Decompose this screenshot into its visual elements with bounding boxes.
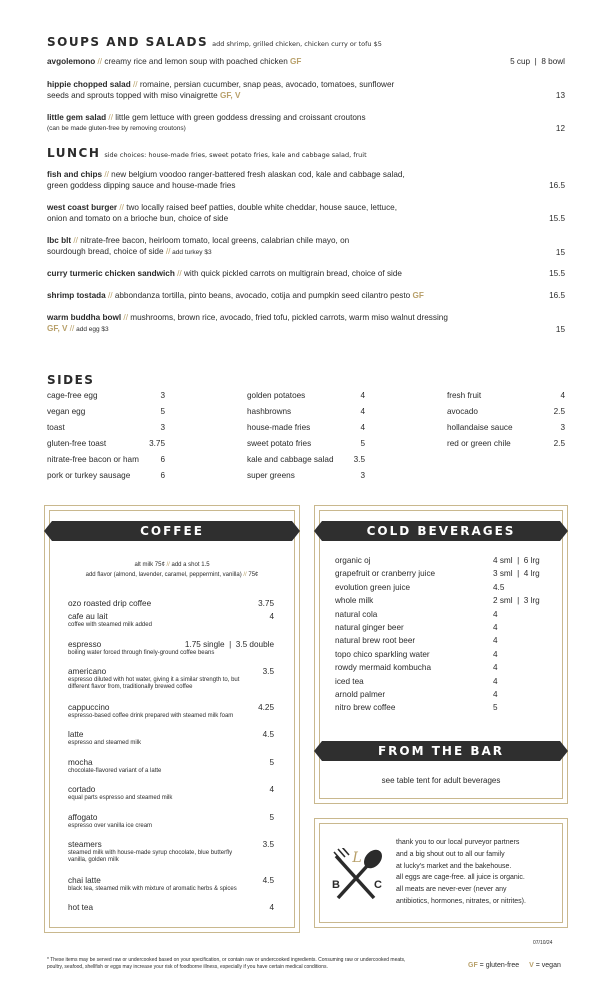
item-name: evolution green juice [335,582,411,592]
item-name: little gem salad [47,113,107,122]
diet-tag: GF, V [219,90,241,100]
item-name: shrimp tostada [47,291,106,300]
lunch-note: side choices: house-made fries, sweet potato fries, kale and cabbage salad, fruit [104,151,367,159]
coffee-item [68,730,274,747]
side-name: golden potatoes [247,391,306,400]
coffee-item [68,667,274,691]
diet-legend [468,962,561,969]
item-name: americano [68,667,107,676]
item-name: warm buddha bowl [47,313,122,322]
cold-beverages-banner: COLD BEVERAGES [322,521,560,541]
item-name: cappuccino [68,703,110,712]
add-shot-note: add a shot 1.5 [171,562,210,568]
item-desc: creamy rice and lemon soup with poached chicken [104,57,291,66]
coffee-item [68,840,274,864]
item-price: 5 [493,703,498,713]
item-price: 1.75 single | 3.5 double [184,640,274,649]
item-name: cafe au lait [68,612,108,621]
item-note: (can be made gluten-free by removing croutons) [47,124,186,132]
item-addon: add turkey $3 [170,248,212,256]
legend-v-text: = vegan [533,962,561,969]
item-price: 3 sml | 4 lrg [493,569,540,579]
side-item [447,423,565,439]
item-sep: // [165,246,171,256]
item-name: organic oj [335,556,371,565]
cold-item [335,650,545,663]
side-price: 2.5 [553,439,565,448]
item-name: iced tea [335,676,364,686]
item-name: hippie chopped salad [47,80,131,89]
item-price: 5 [269,758,274,767]
sides-column-3 [447,391,565,455]
item-desc: two locally raised beef patties, double white cheddar, house sauce, lettuce, onion and tomato on a brioche bun, choice of side [47,203,397,223]
menu-item [47,80,565,101]
item-sep: // [105,291,115,300]
item-name: arnold palmer [335,690,386,699]
side-name: sweet potato fries [247,439,312,448]
side-price: 4 [360,407,365,416]
side-price: 4 [360,423,365,432]
thanks-line: antibiotics, hormones, nitrates, or nitrites). [396,897,526,905]
side-name: cage-free egg [47,391,98,400]
cold-item [335,610,545,623]
soups-title: SOUPS AND SALADS [47,35,209,49]
cold-item [335,663,545,676]
side-price: 3 [160,423,165,432]
item-desc: romaine, persian cucumber, snap peas, avocado, tomatoes, sunflower seeds and sprouts topped with miso vinaigrette [47,80,395,100]
menu-item [47,269,565,280]
item-addon: add egg $3 [74,325,109,333]
item-desc: espresso diluted with hot water, giving it a similar strength to, but different flavor from, traditionally brewed coffee [68,676,240,690]
lunch-heading [47,146,367,160]
logo-letter-c: C [374,879,382,891]
from-the-bar-banner: FROM THE BAR [322,741,560,761]
item-price: 4 [493,609,498,619]
item-price: 4.25 [258,703,274,712]
side-name: hashbrowns [247,407,292,416]
item-price: 4 [493,649,498,659]
item-price: 4 [269,785,274,794]
item-desc: nitrate-free bacon, heirloom tomato, local greens, calabrian chile mayo, on sourdough bread, choice of side [47,236,350,256]
item-price: 4.5 [262,876,274,885]
item-price: 4 [269,612,274,621]
coffee-banner: COFFEE [52,521,292,541]
menu-item [47,313,565,335]
side-item [247,407,365,423]
side-price: 3 [160,391,165,400]
item-name: curry turmeric chicken sandwich [47,269,175,278]
item-price: 3.5 [262,667,274,676]
side-name: house-made fries [247,423,311,432]
cold-item [335,556,545,569]
side-price: 6 [160,471,165,480]
flavor-price: 75¢ [248,572,259,578]
sides-heading [47,373,94,387]
item-price: 12 [555,123,565,133]
diet-tag: GF, V [47,323,68,333]
side-price: 6 [160,455,165,464]
logo-letter-l: L [352,850,362,866]
item-price: 5 [269,813,274,822]
item-price: 4 [493,636,498,646]
diet-tag: GF [412,291,424,300]
item-name: ozo roasted drip coffee [68,599,152,608]
side-name: kale and cabbage salad [247,455,334,464]
side-item [47,391,165,407]
item-price: 4.5 [493,582,505,592]
item-desc: with quick pickled carrots on multigrain bread, choice of side [183,269,402,278]
side-item [47,455,165,471]
cold-item [335,690,545,703]
item-sep: // [121,313,131,322]
cold-item [335,623,545,636]
item-sep: // [117,203,127,212]
side-price: 4 [360,391,365,400]
cold-item [335,703,545,716]
coffee-item [68,758,274,775]
side-name: fresh fruit [447,391,482,400]
thanks-line: at lucky's market and the bakehouse. [396,862,512,870]
side-item [247,471,365,487]
side-item [47,423,165,439]
item-price: 15.5 [549,213,565,223]
side-price: 4 [560,391,565,400]
item-price: 4 [493,663,498,673]
flavor-note: add flavor (almond, lavender, caramel, peppermint, vanilla) [85,572,242,578]
item-desc: espresso over vanilla ice cream [68,822,153,829]
cold-item [335,569,545,582]
item-name: mocha [68,758,93,767]
item-desc: black tea, steamed milk with mixture of aromatic herbs & spices [68,885,237,892]
soups-heading [47,35,382,49]
diet-tag: GF [290,57,302,66]
item-sep: // [102,170,112,179]
item-name: topo chico sparkling water [335,649,430,659]
item-name: avgolemono [47,57,96,66]
side-name: super greens [247,471,295,480]
item-name: hot tea [68,903,94,912]
thanks-line: thank you to our local purveyor partners [396,839,520,846]
side-name: nitrate-free bacon or ham [47,455,139,464]
side-price: 3.5 [353,455,365,464]
item-name: rowdy mermaid kombucha [335,663,432,673]
item-price: 4.5 [262,730,274,739]
side-item [247,455,365,471]
legend-gf: GF [468,962,478,969]
menu-item [47,291,565,302]
coffee-item [68,640,274,657]
side-name: avocado [447,407,478,416]
coffee-item [68,813,274,830]
sides-title: SIDES [47,373,95,387]
side-name: pork or turkey sausage [47,471,131,480]
soups-note: add shrimp, grilled chicken, chicken curry or tofu $5 [212,40,382,48]
side-price: 3 [560,423,565,432]
item-name: west coast burger [47,203,118,212]
item-sep: // [106,113,116,122]
item-name: fish and chips [47,170,103,179]
item-price: 15 [555,247,565,257]
item-price: 5 cup | 8 bowl [510,57,565,66]
item-desc: little gem lettuce with green goddess dressing and croissant croutons [115,113,366,122]
thanks-line: all eggs are cage-free. all juice is organic. [396,874,525,882]
side-item [47,407,165,423]
item-desc: mushrooms, brown rice, avocado, fried tofu, pickled carrots, warm miso walnut dressing [130,313,448,322]
side-item [47,439,165,455]
item-sep: // [174,269,184,278]
item-price: 4 [269,903,274,912]
item-desc: espresso-based coffee drink prepared with steamed milk foam [68,712,234,719]
item-price: 13 [555,90,565,100]
sides-column-1 [47,391,165,487]
item-price: 4 [493,690,498,699]
logo-letter-b: B [332,879,340,891]
item-price: 15 [555,324,565,334]
item-sep: // [95,57,105,66]
thanks-line: all meats are never-ever (never any [396,886,507,894]
item-name: nitro brew coffee [335,703,396,713]
legend-v: V [529,962,534,969]
side-name: hollandaise sauce [447,423,513,432]
lbc-logo [328,848,386,904]
item-sep: // [67,323,75,333]
item-desc: espresso and steamed milk [68,739,142,746]
cold-item [335,677,545,690]
coffee-item [68,785,274,802]
coffee-addons: alt milk 75¢ // add a shot 1.5 add flavor (almond, lavender, caramel, peppermint, vanilla) // 75¢ [85,562,259,578]
side-price: 3.75 [149,439,165,448]
item-name: natural cola [335,609,378,619]
coffee-item [68,599,274,609]
coffee-item [68,612,274,629]
menu-item [47,203,565,224]
side-price: 3 [360,471,365,480]
menu-item [47,57,565,68]
alt-milk-note: alt milk 75¢ [134,562,165,568]
item-desc: coffee with steamed milk added [68,621,152,628]
side-name: gluten-free toast [47,439,107,448]
item-price: 4 sml | 6 lrg [493,556,540,565]
sides-column-2 [247,391,365,487]
side-price: 2.5 [553,407,565,416]
item-desc: boiling water forced through finely-ground coffee beans [68,649,215,656]
item-name: whole milk [335,596,374,606]
item-price: 16.5 [549,291,565,300]
item-price: 15.5 [549,269,565,278]
coffee-item [68,876,274,893]
side-item [447,439,565,455]
side-name: vegan egg [47,407,86,416]
side-item [247,439,365,455]
item-price: 4 [493,623,498,632]
raw-food-disclaimer: * These items may be served raw or undercooked based on your specification, or contain raw or undercooked ingredients. Consuming raw or undercooked meats, poultry, seafood, shellfish or eggs may increase your risk of foodborne illness, especially if you have certain medical conditions. [47,957,406,970]
item-desc: steamed milk with house-made syrup chocolate, blue butterfly vanilla, golden milk [68,849,233,863]
item-name: chai latte [68,876,101,885]
side-item [447,407,565,423]
item-name: lbc blt [47,236,72,245]
item-price: 3.5 [262,840,274,849]
side-price: 5 [360,439,365,448]
item-name: steamers [68,840,102,849]
side-item [247,391,365,407]
item-name: grapefruit or cranberry juice [335,569,436,579]
item-desc: chocolate-flavored variant of a latte [68,767,162,774]
item-name: cortado [68,785,96,794]
item-desc: abbondanza tortilla, pinto beans, avocado, cotija and pumpkin seed cilantro pesto [114,291,413,300]
side-price: 5 [160,407,165,416]
side-name: red or green chile [447,439,511,448]
cold-item [335,596,545,609]
lunch-title: LUNCH [47,146,101,160]
item-sep: // [130,80,140,89]
side-name: toast [47,423,65,432]
item-desc: new belgium voodoo ranger-battered fresh alaskan cod, kale and cabbage salad, green goddess dipping sauce and house-made fries [47,170,405,190]
item-name: espresso [68,640,102,649]
menu-date: 07/10/24 [533,940,553,946]
bar-note: see table tent for adult beverages [381,776,501,785]
item-name: natural brew root beer [335,636,416,646]
item-name: affogato [68,813,98,822]
item-price: 2 sml | 3 lrg [493,596,540,606]
item-sep: // [71,236,81,245]
side-item [47,471,165,487]
menu-item [47,170,565,191]
item-price: 4 [493,676,498,686]
item-price: 16.5 [549,180,565,190]
side-item [247,423,365,439]
menu-item [47,113,565,134]
coffee-item [68,903,274,913]
item-price: 3.75 [258,599,274,608]
side-item [447,391,565,407]
legend-gf-text: = gluten-free [477,962,520,969]
thanks-text [396,837,556,908]
menu-item [47,236,565,258]
item-name: natural ginger beer [335,623,404,632]
cold-item [335,636,545,649]
cold-item [335,583,545,596]
item-name: latte [68,730,84,739]
coffee-item [68,703,274,720]
item-desc: equal parts espresso and steamed milk [68,794,173,801]
thanks-line: and a big shout out to all our family [396,850,505,858]
